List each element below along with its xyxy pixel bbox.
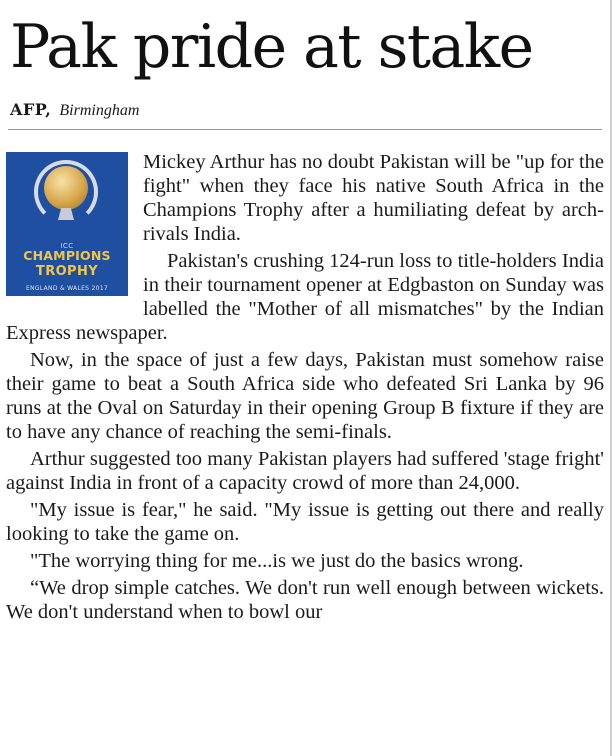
article-paragraph: Now, in the space of just a few days, Pakistan must somehow raise their game to beat a South Africa side who defeated Sri Lanka by 96 runs at the Oval on Saturday in their opening Group B fixture if they are to have any chance of reaching the semi-finals. (6, 349, 604, 443)
logo-title-line1: CHAMPIONS (23, 248, 111, 263)
article-paragraph: "The worrying thing for me...is we just do the basics wrong. (30, 550, 524, 572)
logo-subtitle: ENGLAND & WALES 2017 (26, 285, 108, 292)
article-paragraph: Arthur suggested too many Pakistan players had suffered 'stage fright' against India in front of a capacity crowd of more than 24,000. (6, 448, 604, 494)
article-paragraph: “We drop simple catches. We don't run well enough between wickets. We don't understand when to bowl our (6, 577, 604, 623)
headline: Pak pride at stake (10, 12, 533, 82)
trophy-ball-icon (44, 166, 88, 210)
byline-place: Birmingham (59, 102, 140, 119)
champions-trophy-logo (6, 152, 128, 296)
article-paragraph: "My issue is fear," he said. "My issue is getting out there and really looking to take the game on. (6, 499, 604, 545)
article-body (6, 150, 604, 624)
article-paragraph: Mickey Arthur has no doubt Pakistan will be "up for the fight" when they face his native South Africa in the Champions Trophy after a humiliating defeat by arch-rivals India. (143, 151, 604, 245)
article-paragraph: Pakistan's crushing 124-run loss to title-holders India in their tournament opener at Edgbaston on Sunday was labelled the "Mother of all mismatches" by the Indian Express newspaper. (6, 250, 604, 344)
byline (10, 100, 604, 121)
logo-org: ICC (60, 242, 74, 250)
byline-divider (8, 129, 602, 130)
logo-title-line2: TROPHY (35, 264, 99, 279)
byline-agency: AFP, (10, 100, 52, 119)
